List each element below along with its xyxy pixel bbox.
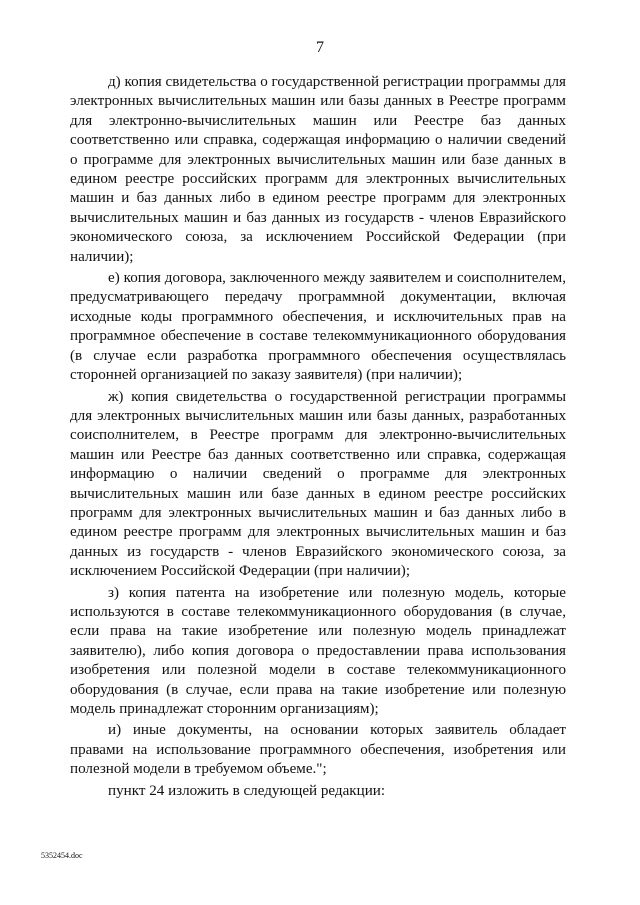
document-body (70, 73, 566, 803)
paragraph-i: и) иные документы, на основании которых заявитель обладает правами на использование программного обеспечения, изобретения или полезной модели в требуемом объеме."; (70, 722, 566, 778)
paragraph-punkt-24: пункт 24 изложить в следующей редакции: (108, 782, 386, 799)
paragraph-e: е) копия договора, заключенного между заявителем и соисполнителем, предусматривающего передачу программной документации, включая исходные коды программного обеспечения, и исключительных прав на программное обеспечение в составе телекоммуникационного оборудования (в случае если разработка программного обеспечения осуществлялась сторонней организацией по заказу заявителя) (при наличии); (70, 270, 566, 384)
document-file-code: 5352454.doc (41, 851, 83, 860)
page-number: 7 (316, 39, 324, 56)
paragraph-zh: ж) копия свидетельства о государственной регистрации программы для электронных вычислительных машин или базы данных, разработанных соисполнителем, в Реестре программ для электронно-вычислительных машин или Реестре баз данных соответственно или справка, содержащая информацию о наличии сведений о программе для электронных вычислительных машин или базе данных в едином реестре российских программ для электронных вычислительных машин и баз данных либо в едином реестре программ для электронных вычислительных машин и баз данных из государств - членов Евразийского экономического союза, за исключением Российской Федерации (при наличии); (70, 388, 566, 580)
paragraph-d: д) копия свидетельства о государственной регистрации программы для электронных вычислительных машин или базы данных в Реестре программ для электронно-вычислительных машин или Реестре баз данных соответственно или справка, содержащая информацию о наличии сведений о программе для электронных вычислительных машин или базе данных в едином реестре российских программ для электронных вычислительных машин и баз данных либо в едином реестре программ для электронных вычислительных машин и баз данных из государств - членов Евразийского экономического союза, за исключением Российской Федерации (при наличии); (70, 74, 566, 265)
paragraph-z: з) копия патента на изобретение или полезную модель, которые используются в составе телекоммуникационного оборудования (в случае, если права на такие изобретение или полезную модель принадлежат заявителю), либо копия договора о предоставлении права использования изобретения или полезной модели в составе телекоммуникационного оборудования (в случае, если права на такие изобретение или полезную модель принадлежат сторонним организациям); (70, 584, 566, 717)
